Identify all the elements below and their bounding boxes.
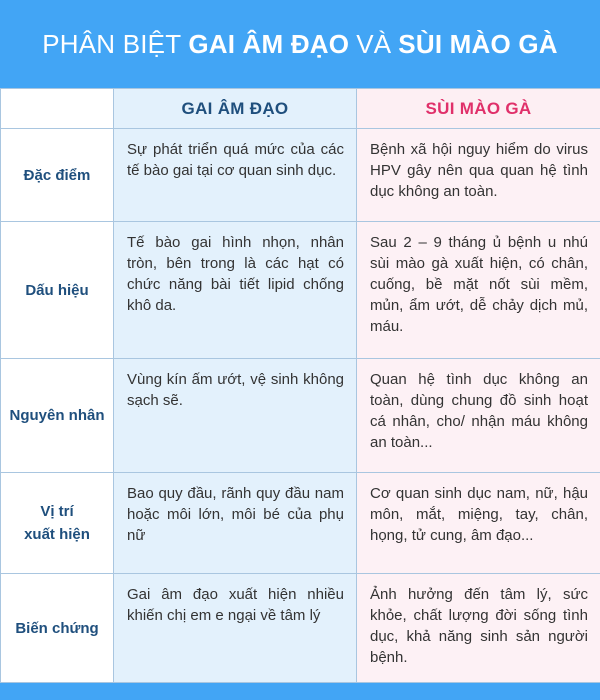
cell-sui: Ảnh hưởng đến tâm lý, sức khỏe, chất lượng đời sống tình dục, khả năng sinh sản người bệnh. <box>357 574 600 683</box>
cell-gai: Tế bào gai hình nhọn, nhân tròn, bên trong là các hạt có chức năng bài tiết lipid chống khô da. <box>114 222 357 359</box>
page-title <box>0 0 600 88</box>
table-row <box>1 222 600 359</box>
title-term-gai: GAI ÂM ĐẠO <box>188 28 350 59</box>
title-prefix: PHÂN BIỆT <box>42 28 182 59</box>
cell-sui: Cơ quan sinh dục nam, nữ, hậu môn, mắt, miệng, tay, chân, họng, tử cung, âm đạo... <box>357 473 600 574</box>
row-label-vi-tri-xuat-hien <box>1 473 114 574</box>
table-row <box>1 473 600 574</box>
header-sui-mao-ga: SÙI MÀO GÀ <box>357 89 600 129</box>
cell-sui: Quan hệ tình dục không an toàn, dùng chung đồ sinh hoạt cá nhân, cho/ nhận máu không an toàn... <box>357 359 600 473</box>
title-term-sui: SÙI MÀO GÀ <box>398 28 558 59</box>
title-connector: VÀ <box>356 28 392 59</box>
row-label-bien-chung: Biến chứng <box>1 574 114 683</box>
comparison-table <box>0 88 600 683</box>
cell-sui: Bệnh xã hội nguy hiểm do virus HPV gây nên qua quan hệ tình dục không an toàn. <box>357 129 600 222</box>
table-row <box>1 359 600 473</box>
header-blank-cell <box>1 89 114 129</box>
header-gai-am-dao: GAI ÂM ĐẠO <box>114 89 357 129</box>
row-label-nguyen-nhan: Nguyên nhân <box>1 359 114 473</box>
row-label-line: xuất hiện <box>24 526 90 543</box>
row-label-line: Vị trí <box>40 503 74 520</box>
row-label-dac-diem: Đặc điểm <box>1 129 114 222</box>
table-row <box>1 574 600 683</box>
cell-gai: Vùng kín ấm ướt, vệ sinh không sạch sẽ. <box>114 359 357 473</box>
table-row <box>1 129 600 222</box>
cell-gai: Gai âm đạo xuất hiện nhiều khiến chị em e ngại về tâm lý <box>114 574 357 683</box>
table-header-row <box>1 89 600 129</box>
row-label-dau-hieu: Dấu hiệu <box>1 222 114 359</box>
cell-sui: Sau 2 – 9 tháng ủ bệnh u nhú sùi mào gà xuất hiện, có chân, cuống, bề mặt nốt sùi mềm, mủn, ẩm ướt, dễ chảy dịch mủ, máu. <box>357 222 600 359</box>
cell-gai: Sự phát triển quá mức của các tế bào gai tại cơ quan sinh dục. <box>114 129 357 222</box>
cell-gai: Bao quy đầu, rãnh quy đầu nam hoặc môi lớn, môi bé của phụ nữ <box>114 473 357 574</box>
